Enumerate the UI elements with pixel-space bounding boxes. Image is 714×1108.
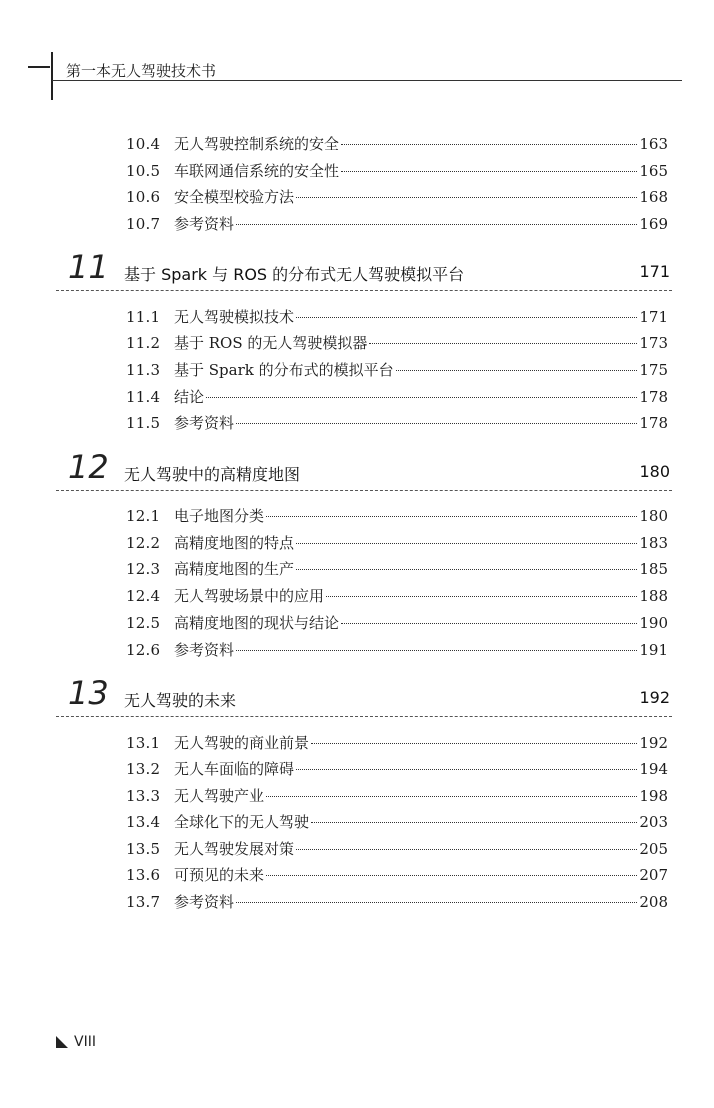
page-number: 171 bbox=[639, 308, 668, 326]
dot-leader bbox=[266, 796, 637, 797]
page-number: 198 bbox=[639, 787, 668, 805]
section-number: 12.6 bbox=[126, 641, 161, 659]
toc-entry[interactable] bbox=[126, 331, 668, 355]
page-number: 208 bbox=[639, 893, 668, 911]
dot-leader bbox=[341, 144, 637, 145]
toc-entry[interactable] bbox=[126, 584, 668, 608]
toc-entry[interactable] bbox=[126, 731, 668, 755]
page-number: 203 bbox=[639, 813, 668, 831]
page-number: 183 bbox=[639, 534, 668, 552]
page-number: 207 bbox=[639, 866, 668, 884]
page-number: 169 bbox=[639, 215, 668, 233]
dot-leader bbox=[266, 875, 637, 876]
section-number: 13.4 bbox=[126, 813, 161, 831]
chapter-number: 13 bbox=[68, 674, 109, 712]
page-number: 175 bbox=[639, 361, 668, 379]
chapter-title: 无人驾驶的未来 bbox=[124, 691, 237, 710]
section-number: 10.4 bbox=[126, 135, 161, 153]
chapter-page: 171 bbox=[639, 262, 670, 281]
page-number: 165 bbox=[639, 162, 668, 180]
chapter-heading[interactable] bbox=[56, 450, 672, 494]
chapter-page: 192 bbox=[639, 688, 670, 707]
chapter-title: 无人驾驶中的高精度地图 bbox=[124, 465, 301, 484]
section-number: 10.7 bbox=[126, 215, 161, 233]
dot-leader bbox=[206, 397, 637, 398]
section-title: 参考资料 bbox=[174, 641, 235, 659]
chapter-number: 11 bbox=[68, 248, 109, 286]
section-number: 13.1 bbox=[126, 734, 161, 752]
page-number: 173 bbox=[639, 334, 668, 352]
page-number: 178 bbox=[639, 414, 668, 432]
page-number: 190 bbox=[639, 614, 668, 632]
chapter-rule bbox=[56, 290, 672, 291]
section-title: 参考资料 bbox=[174, 215, 235, 233]
section-number: 13.7 bbox=[126, 893, 161, 911]
toc-entry[interactable] bbox=[126, 212, 668, 236]
dot-leader bbox=[311, 743, 637, 744]
section-number: 12.2 bbox=[126, 534, 161, 552]
toc-entry[interactable] bbox=[126, 411, 668, 435]
dot-leader bbox=[396, 370, 638, 371]
section-title: 无人驾驶控制系统的安全 bbox=[174, 135, 340, 153]
dot-leader bbox=[296, 849, 637, 850]
dot-leader bbox=[311, 822, 637, 823]
chapter-rule bbox=[56, 716, 672, 717]
toc-entry[interactable] bbox=[126, 837, 668, 861]
page-number: 180 bbox=[639, 507, 668, 525]
section-number: 10.6 bbox=[126, 188, 161, 206]
page-number: 178 bbox=[639, 388, 668, 406]
toc-entry[interactable] bbox=[126, 385, 668, 409]
page-number: 205 bbox=[639, 840, 668, 858]
section-number: 12.3 bbox=[126, 560, 161, 578]
toc-entry[interactable] bbox=[126, 305, 668, 329]
section-title: 高精度地图的特点 bbox=[174, 534, 295, 552]
section-title: 车联网通信系统的安全性 bbox=[174, 162, 340, 180]
toc-entry[interactable] bbox=[126, 863, 668, 887]
header-rule-left bbox=[28, 66, 50, 68]
section-number: 11.4 bbox=[126, 388, 161, 406]
section-number: 11.2 bbox=[126, 334, 161, 352]
chapter-number: 12 bbox=[68, 448, 109, 486]
dot-leader bbox=[236, 902, 637, 903]
section-title: 无人驾驶产业 bbox=[174, 787, 265, 805]
page-number: 168 bbox=[639, 188, 668, 206]
toc-entry[interactable] bbox=[126, 890, 668, 914]
chapter-page: 180 bbox=[639, 462, 670, 481]
dot-leader bbox=[266, 516, 637, 517]
section-number: 11.3 bbox=[126, 361, 161, 379]
page-number: 185 bbox=[639, 560, 668, 578]
section-title: 高精度地图的生产 bbox=[174, 560, 295, 578]
section-number: 10.5 bbox=[126, 162, 161, 180]
chapter-rule bbox=[56, 490, 672, 491]
section-title: 全球化下的无人驾驶 bbox=[174, 813, 310, 831]
section-title: 参考资料 bbox=[174, 893, 235, 911]
section-number: 13.5 bbox=[126, 840, 161, 858]
section-title: 基于 Spark 的分布式的模拟平台 bbox=[174, 361, 394, 379]
section-number: 11.5 bbox=[126, 414, 161, 432]
dot-leader bbox=[341, 171, 637, 172]
book-title: 第一本无人驾驶技术书 bbox=[66, 62, 217, 80]
section-title: 无人驾驶模拟技术 bbox=[174, 308, 295, 326]
page-number: 163 bbox=[639, 135, 668, 153]
section-number: 13.3 bbox=[126, 787, 161, 805]
section-number: 13.6 bbox=[126, 866, 161, 884]
section-number: 12.4 bbox=[126, 587, 161, 605]
section-number: 13.2 bbox=[126, 760, 161, 778]
section-title: 安全模型校验方法 bbox=[174, 188, 295, 206]
dot-leader bbox=[236, 650, 637, 651]
section-title: 结论 bbox=[174, 388, 205, 406]
dot-leader bbox=[369, 343, 637, 344]
toc-entry[interactable] bbox=[126, 757, 668, 781]
toc-entry[interactable] bbox=[126, 358, 668, 382]
page-folio: VIII bbox=[74, 1034, 96, 1050]
toc-entry[interactable] bbox=[126, 531, 668, 555]
header-rule-vertical bbox=[51, 52, 53, 100]
toc-entry[interactable] bbox=[126, 185, 668, 209]
toc-entry[interactable] bbox=[126, 557, 668, 581]
page-number: 194 bbox=[639, 760, 668, 778]
chapter-heading[interactable] bbox=[56, 676, 672, 720]
section-title: 无人驾驶的商业前景 bbox=[174, 734, 310, 752]
section-title: 电子地图分类 bbox=[174, 507, 265, 525]
dot-leader bbox=[341, 623, 637, 624]
toc-entry[interactable] bbox=[126, 132, 668, 156]
dot-leader bbox=[236, 224, 637, 225]
section-title: 基于 ROS 的无人驾驶模拟器 bbox=[174, 334, 368, 352]
chapter-heading[interactable] bbox=[56, 250, 672, 294]
dot-leader bbox=[296, 197, 637, 198]
dot-leader bbox=[326, 596, 637, 597]
page-number: 192 bbox=[639, 734, 668, 752]
section-title: 无人车面临的障碍 bbox=[174, 760, 295, 778]
running-header bbox=[0, 0, 714, 110]
chapter-title: 基于 Spark 与 ROS 的分布式无人驾驶模拟平台 bbox=[124, 265, 465, 284]
section-number: 12.1 bbox=[126, 507, 161, 525]
dot-leader bbox=[296, 317, 637, 318]
toc-entry[interactable] bbox=[126, 159, 668, 183]
dot-leader bbox=[296, 769, 637, 770]
dot-leader bbox=[296, 569, 637, 570]
section-title: 无人驾驶发展对策 bbox=[174, 840, 295, 858]
section-number: 12.5 bbox=[126, 614, 161, 632]
section-title: 高精度地图的现状与结论 bbox=[174, 614, 340, 632]
toc-entry[interactable] bbox=[126, 810, 668, 834]
section-title: 可预见的未来 bbox=[174, 866, 265, 884]
toc-entry[interactable] bbox=[126, 504, 668, 528]
dot-leader bbox=[236, 423, 637, 424]
section-number: 11.1 bbox=[126, 308, 161, 326]
page-number: 188 bbox=[639, 587, 668, 605]
page-footer bbox=[56, 1034, 96, 1050]
page-number: 191 bbox=[639, 641, 668, 659]
toc-entry[interactable] bbox=[126, 638, 668, 662]
toc-entry[interactable] bbox=[126, 611, 668, 635]
dot-leader bbox=[296, 543, 637, 544]
triangle-marker-icon bbox=[56, 1036, 68, 1048]
section-title: 参考资料 bbox=[174, 414, 235, 432]
toc-entry[interactable] bbox=[126, 784, 668, 808]
section-title: 无人驾驶场景中的应用 bbox=[174, 587, 325, 605]
